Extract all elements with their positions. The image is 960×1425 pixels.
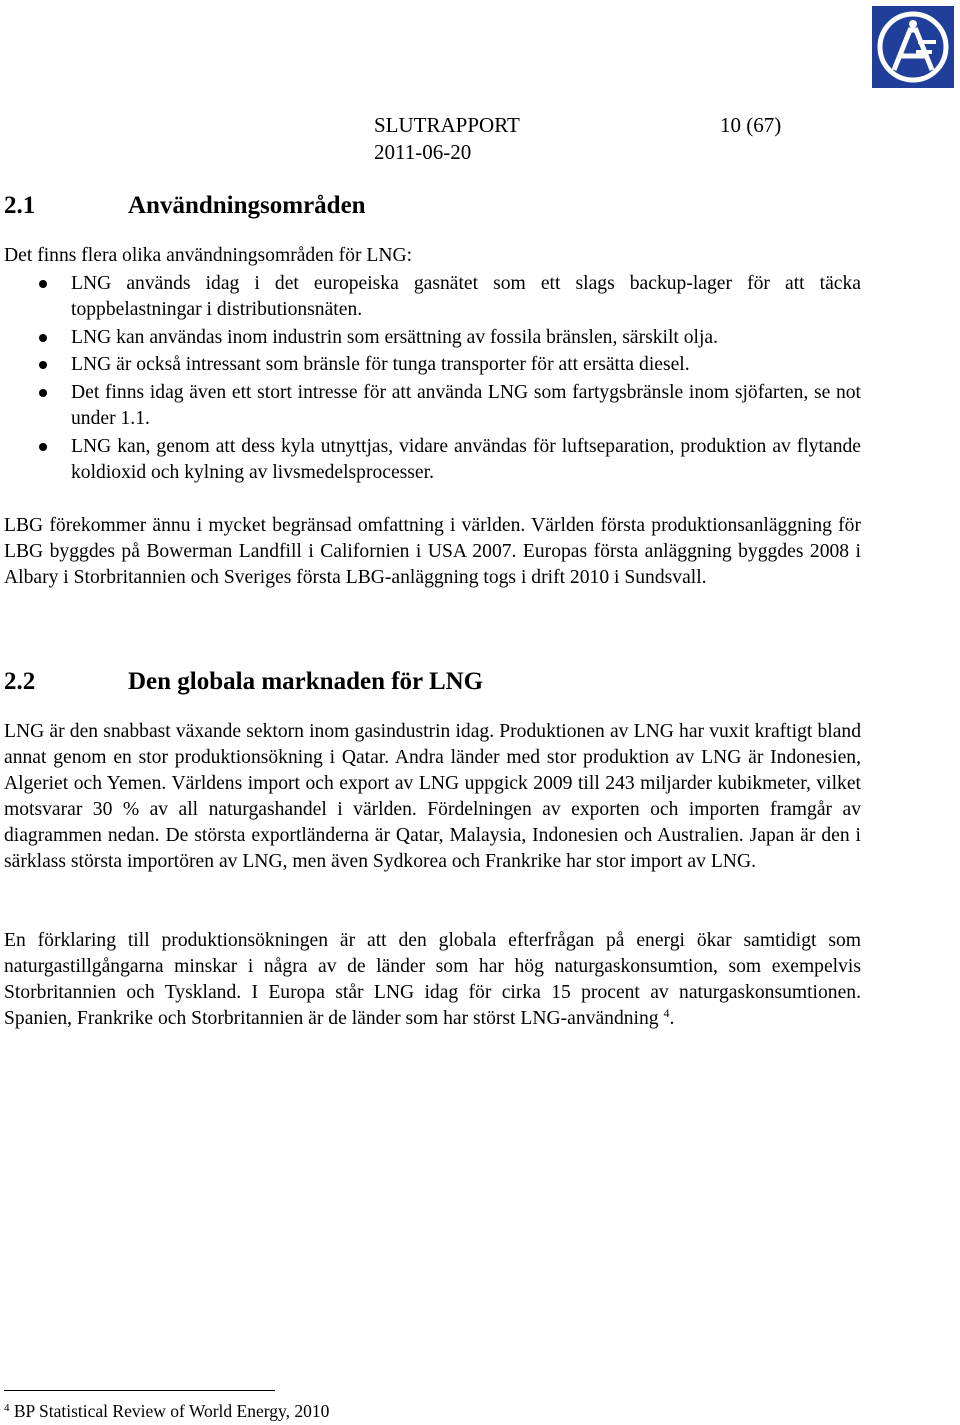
section-number: 2.2 bbox=[4, 668, 36, 695]
document-date: 2011-06-20 bbox=[374, 140, 472, 164]
bullet-icon bbox=[39, 361, 47, 369]
page-number: 10 (67) bbox=[720, 113, 782, 137]
section-title: Användningsområden bbox=[128, 192, 366, 219]
bullet-icon bbox=[39, 443, 47, 451]
bullet-icon bbox=[39, 389, 47, 397]
section-heading-2-1 bbox=[4, 191, 366, 221]
list-item: LNG används idag i det europeiska gasnätet som ett slags backup-lager för att täcka toppbelastningar i distributionsnäten. bbox=[0, 271, 861, 323]
footnote-number: 4 bbox=[4, 1402, 10, 1414]
footnote bbox=[4, 1400, 329, 1422]
list-item: LNG är också intressant som bränsle för tunga transporter för att ersätta diesel. bbox=[0, 352, 861, 378]
market-paragraph: LNG är den snabbast växande sektorn inom gasindustrin idag. Produktionen av LNG har vuxit kraftigt bland annat genom en stor produktionsökning i Qatar. Andra länder med stor produktion av LNG är Indonesien, Algeriet och Yemen. Världens import och export av LNG uppgick 2009 till 243 miljarder kubikmeter, vilket motsvarar 30 % av all naturgashandel i världen. Fördelningen av exporten och importen framgår av diagrammen nedan. De största exportländerna är Qatar, Malaysia, Indonesien och Australien. Japan är den i särklass största importören av LNG, men även Sydkorea och Frankrike har stor import av LNG. bbox=[4, 721, 861, 873]
list-item: LNG kan användas inom industrin som ersättning av fossila bränslen, särskilt olja. bbox=[0, 325, 861, 351]
footnote-divider bbox=[4, 1390, 275, 1391]
section-title: Den globala marknaden för LNG bbox=[128, 668, 484, 695]
list-item: Det finns idag även ett stort intresse för att använda LNG som fartygsbränsle inom sjöfarten, se not under 1.1. bbox=[0, 380, 861, 432]
footnote-reference[interactable]: 4 bbox=[663, 1006, 670, 1021]
section-number: 2.1 bbox=[4, 192, 36, 219]
lbg-paragraph: LBG förekommer ännu i mycket begränsad omfattning i världen. Världen första produktionsanläggning för LBG byggdes på Bowerman Landfill i Californien i USA 2007. Europas första anläggning byggdes 2008 i Albary i Storbritannien och Sveriges första LBG-anläggning togs i drift 2010 i Sundsvall. bbox=[4, 515, 861, 589]
usage-bullet-list bbox=[0, 271, 861, 487]
footnote-text: BP Statistical Review of World Energy, 2010 bbox=[13, 1401, 330, 1421]
bullet-icon bbox=[39, 334, 47, 342]
list-item: LNG kan, genom att dess kyla utnyttjas, vidare användas för luftseparation, produktion av flytande koldioxid och kylning av livsmedelsprocesser. bbox=[0, 434, 861, 486]
intro-paragraph: Det finns flera olika användningsområden för LNG: bbox=[4, 245, 413, 266]
explanation-paragraph: En förklaring till produktionsökningen är att den globala efterfrågan på energi ökar samtidigt som naturgastillgångarna minskar i några av de länder som har hög naturgaskonsumtion, som exempelvis Storbritannien och Tyskland. I Europa står LNG idag för cirka 15 procent av naturgaskonsumtionen. Spanien, Frankrike och Storbritannien är de länder som har störst LNG-användning $^4$. bbox=[4, 930, 861, 1030]
section-heading-2-2 bbox=[4, 667, 483, 697]
af-logo-icon bbox=[872, 6, 954, 88]
document-type: SLUTRAPPORT bbox=[374, 113, 520, 137]
bullet-icon bbox=[39, 280, 47, 288]
